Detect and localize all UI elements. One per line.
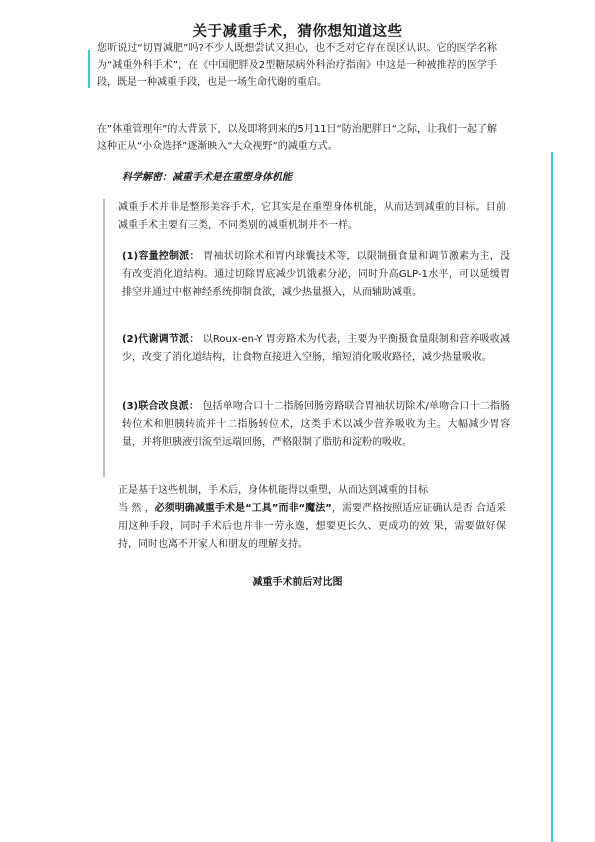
surgery-type-2-text: 以Roux-en-Y 胃旁路术为代表，主要为平衡摄食量限制和营养吸收减少，改变了消化道结构，让食物直接进入空肠，缩短消化吸收路径，减少热量吸收。: [122, 334, 510, 363]
closing-line-1: 正是基于这些机制，手术后，身体机能得以重塑，从而达到减重的目标: [118, 485, 428, 496]
closing-line-2: [118, 500, 506, 554]
surgery-type-3-label: (3)联合改良派：: [122, 401, 200, 412]
closing-emphasis: 必须明确减重手术是“工具”而非“魔法”: [154, 503, 332, 514]
surgery-type-1-label: (1)容量控制派：: [122, 251, 200, 262]
intro-paragraph-1: 您听说过“切胃减肥”吗?不少人既想尝试又担心，也不乏对它存在误区认识。它的医学名称为“减重外科手术”，在《中国肥胖及2型糖尿病外科治疗指南》中这是一种被推荐的医学手段，既是一种减重手段，也是一场生命代谢的重启。: [97, 43, 497, 88]
surgery-type-1: [118, 248, 510, 302]
page-title: 关于减重手术，猜你想知道这些: [192, 24, 403, 40]
surgery-type-2-label: (2)代谢调节派：: [122, 334, 200, 345]
section-rule: [103, 199, 105, 477]
page-accent-bar: [551, 152, 553, 842]
surgery-type-2: [118, 331, 510, 367]
surgery-type-3: [118, 398, 510, 452]
closing-prefix: 当 然 ，: [118, 503, 155, 514]
closing-rest: ，需要严格按照适应证确认是否 合适采用这种手段，同时手术后也并非一劳永逸，想要更长久、更成功的效 果，需要做好保持，同时也离不开家人和朋友的理解支持。: [118, 503, 507, 550]
intro-paragraph-2: 在”体重管理年”的大背景下，以及即将到来的5月11日“防治肥胖日“之际，让我们一起了解这种正从“小众选择”逐渐映入“大众视野”的减重方式。: [97, 124, 497, 152]
closing-paragraph: [118, 482, 506, 554]
surgery-type-3-text: 包括单吻合口十二指肠回肠旁路联合胃袖状切除术/单吻合口十二指肠转位术和胆胰转流并十二指肠转位术，这类手术以减少营养吸收为主。大幅减少胃容量，并将胆胰液引流至远端回肠，严格限制了脂肪和淀粉的吸收。: [122, 401, 510, 448]
section-intro: 减重手术并非是整形美容手术，它其实是在重塑身体机能，从而达到减重的目标。目前减重手术主要有三类，不同类别的减重机制并不一样。: [118, 202, 506, 231]
figure-caption: 减重手术前后对比图: [252, 577, 343, 588]
surgery-type-1-text: 胃袖状切除术和胃内球囊技术等，以限制摄食量和调节激素为主，没有改变消化道结构。通过切除胃底减少饥饿素分泌，同时升高GLP-1水平，可以延缓胃排空并通过中枢神经系统抑制食欲，减少热量摄入，从而辅助减重。: [122, 251, 510, 298]
section-heading: 科学解密：减重手术是在重塑身体机能: [122, 172, 292, 183]
lead-accent-bar: [88, 50, 90, 88]
